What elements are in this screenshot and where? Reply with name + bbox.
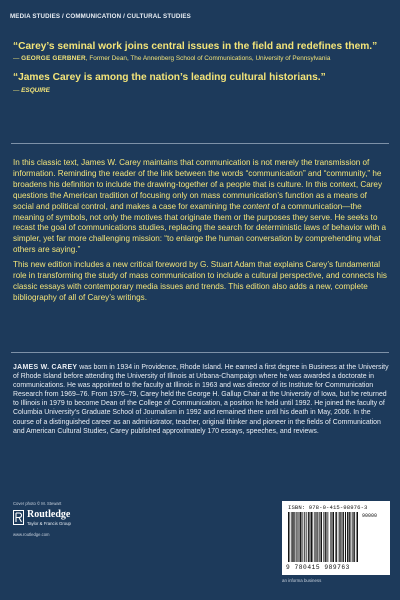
barcode-bar <box>313 512 314 562</box>
barcode-bar <box>305 512 306 562</box>
barcode-bar <box>301 512 302 562</box>
barcode-bar <box>293 512 294 562</box>
publisher-url: www.routledge.com <box>13 532 50 537</box>
quote-attribution: — GEORGE GERBNER, Former Dean, The Annenberg School of Communications, University of Pennsylvania <box>13 55 331 63</box>
barcode-bar <box>295 512 296 562</box>
barcode-bar <box>347 512 348 562</box>
imprint-tagline: an informa business <box>282 578 322 583</box>
barcode-bar <box>345 512 346 562</box>
barcode-bar <box>339 512 340 562</box>
barcode-bar <box>310 512 311 562</box>
barcode-bar <box>306 512 307 562</box>
barcode-bar <box>314 512 315 562</box>
publisher-subtitle: Taylor & Francis Group <box>27 521 71 526</box>
barcode-panel <box>282 501 390 575</box>
barcode-bar <box>299 512 300 562</box>
barcode-bar <box>339 512 340 562</box>
barcode-bar <box>321 512 322 562</box>
barcode-bar <box>316 512 317 562</box>
barcode-bar <box>340 512 341 562</box>
barcode-bar <box>356 512 357 562</box>
divider <box>11 143 389 144</box>
barcode-bar <box>296 512 297 562</box>
isbn-label: ISBN: 978-0-415-98976-3 <box>288 504 368 511</box>
barcode-bar <box>312 512 313 562</box>
quote-attribution: — ESQUIRE <box>13 86 50 94</box>
barcode-bar <box>294 512 295 562</box>
barcode-bar <box>303 512 304 562</box>
barcode-bar <box>349 512 350 562</box>
routledge-logo-icon <box>13 510 24 525</box>
barcode-bar <box>350 512 351 562</box>
divider <box>11 352 389 353</box>
barcode-bar <box>333 512 334 562</box>
barcode-bar <box>328 512 329 562</box>
barcode-bar <box>289 512 290 562</box>
barcode-bar <box>343 512 344 562</box>
barcode-bar <box>353 512 354 562</box>
barcode-bar <box>315 512 316 562</box>
barcode-bar <box>349 512 350 562</box>
barcode-bar <box>357 512 358 562</box>
publisher-name: Routledge <box>27 509 71 520</box>
barcode-bar <box>351 512 352 562</box>
barcode-bar <box>354 512 355 562</box>
barcode-bar <box>337 512 338 562</box>
barcode-bar <box>320 512 321 562</box>
barcode-bar <box>288 512 289 562</box>
barcode-bar <box>327 512 328 562</box>
barcode-bar <box>348 512 349 562</box>
barcode-bar <box>297 512 298 562</box>
barcode-bar <box>293 512 294 562</box>
barcode-bar <box>290 512 291 562</box>
barcode-bar <box>330 512 331 562</box>
barcode-bar <box>342 512 343 562</box>
barcode-bar <box>292 512 293 562</box>
barcode-bar <box>341 512 342 562</box>
barcode-bar <box>298 512 299 562</box>
barcode-bar <box>325 512 326 562</box>
publisher-logo <box>13 510 143 560</box>
author-name: JAMES W. CAREY <box>13 364 78 371</box>
quote-author: GEORGE GERBNER <box>21 55 86 63</box>
barcode-bar <box>318 512 319 562</box>
barcode-bar <box>357 512 358 562</box>
barcode-bar <box>321 512 322 562</box>
description-paragraph: In this classic text, James W. Carey maintains that communication is not merely the transmission of information. Reminding the reader of the link between the words “communication” and “community,” he broadens his definition to include the drawing-together of a people that is culture. In this context, Carey questions the American tradition of focusing only on mass communication’s function as a means of social and political control, and makes a case for examining the content of a communication—the meaning of symbols, not only the motives that originate them or the purposes they serve. He seeks to recast the goal of communications studies, replacing the search for deterministic laws of behavior with a simpler, yet far more challenging mission: “to enlarge the human conversation by comprehending what others are saying.” <box>13 158 387 255</box>
price-code: 90000 <box>362 513 378 519</box>
barcode-bars <box>288 512 358 564</box>
review-quotes <box>13 40 385 103</box>
author-bio: JAMES W. CAREY was born in 1934 in Providence, Rhode Island. He earned a first degree in Business at the University of Rhode Island before attending the University of Illinois at Urbana-Champaign where he was awarded a doctorate in communications. He was appointed to the faculty at Illinois in 1963 and was director of its Institute for Communication Research from 1969–76. From 1976–79, Carey held the George H. Gallup Chair at the University of Iowa, but he returned to Illinois in 1979 to become Dean of the College of Communication, a position he held until 1992. He joined the faculty of Columbia University’s Graduate School of Journalism in 1992 and remained there until his death in May, 2006. In the course of a distinguished career as an administrator, teacher, original thinker and pioneer in the fields of Communication and American Cultural Studies, Carey published approximately 170 essays, speeches, and reviews. <box>13 364 389 435</box>
barcode-bar <box>323 512 324 562</box>
barcode-bar <box>311 512 312 562</box>
barcode-bar <box>309 512 310 562</box>
barcode-bar <box>332 512 333 562</box>
barcode-bar <box>352 512 353 562</box>
barcode-bar <box>325 512 326 562</box>
photo-credit: Cover photo © M. Stewart <box>13 501 62 506</box>
barcode-bar <box>302 512 303 562</box>
quote-author: ESQUIRE <box>21 86 50 94</box>
description-paragraph: This new edition includes a new critical foreword by G. Stuart Adam that explains Carey’s fundamental role in transforming the study of mass communication to include a cultural perspective, and connects his classic essays with contemporary media issues and trends. This edition also adds a new, complete bibliography of all of Carey’s writings. <box>13 260 387 302</box>
barcode-bar <box>300 512 301 562</box>
barcode-bar <box>343 512 344 562</box>
barcode-bar <box>304 512 305 562</box>
barcode-bar <box>308 512 309 562</box>
barcode-bar <box>331 512 332 562</box>
barcode-bar <box>291 512 292 562</box>
book-description <box>13 158 388 308</box>
barcode-bar <box>319 512 320 562</box>
barcode-bar <box>354 512 355 562</box>
barcode-bar <box>335 512 336 562</box>
barcode-bar <box>308 512 309 562</box>
barcode-bar <box>345 512 346 562</box>
barcode-bar <box>336 512 337 562</box>
barcode-bar <box>326 512 327 562</box>
quote-text: “Carey’s seminal work joins central issues in the field and redefines them.” <box>13 41 378 52</box>
ean-digits: 9 780415 989763 <box>286 564 350 571</box>
barcode-bar <box>333 512 334 562</box>
barcode-bar <box>317 512 318 562</box>
subject-category: MEDIA STUDIES / COMMUNICATION / CULTURAL STUDIES <box>10 13 191 20</box>
quote-text: “James Carey is among the nation’s leading cultural historians.” <box>13 72 326 84</box>
